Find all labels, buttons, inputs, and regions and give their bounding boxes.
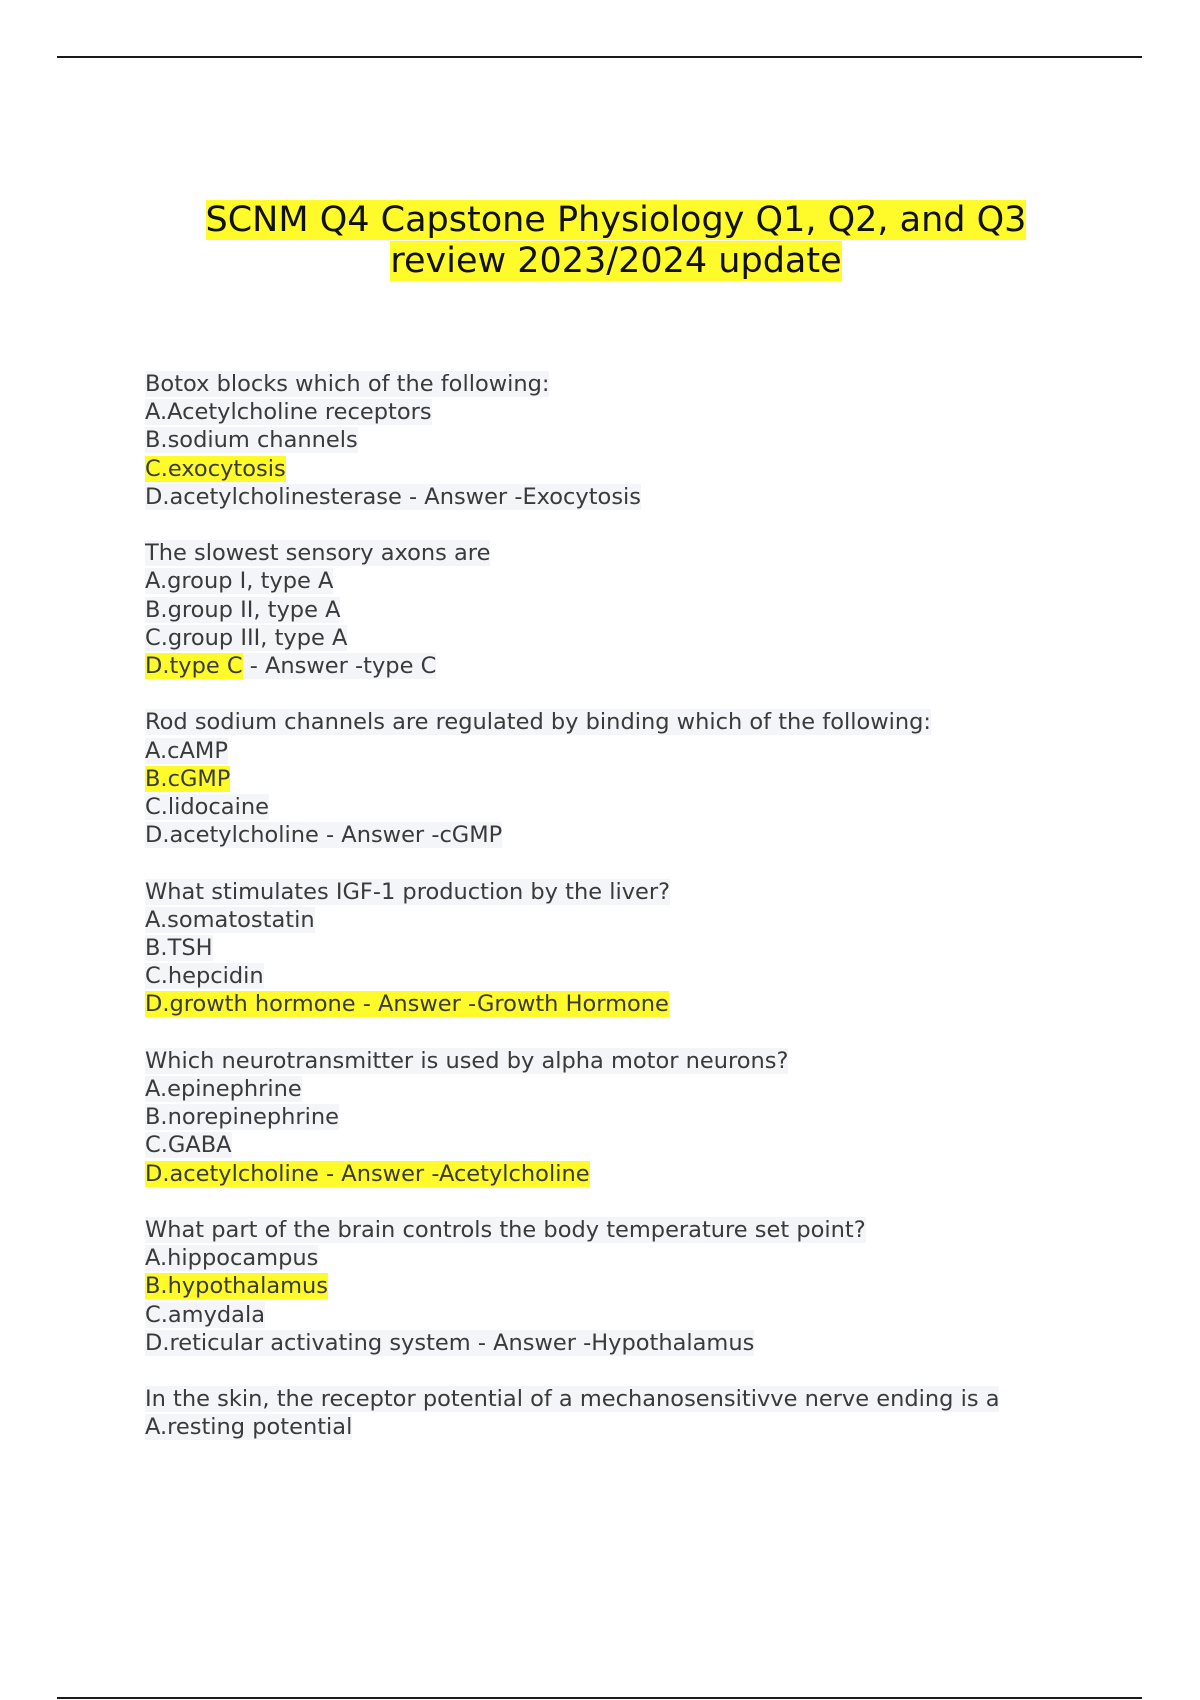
option-a: A.hippocampus [145,1245,319,1272]
title-line-2: review 2023/2024 update [390,241,842,281]
option-a: A.resting potential [145,1414,353,1441]
option-d-highlighted: D.type C [145,653,243,680]
title-line-1: SCNM Q4 Capstone Physiology Q1, Q2, and Q3 [205,200,1027,240]
option-c: C.lidocaine [145,794,269,821]
option-b: B.norepinephrine [145,1104,339,1131]
question-3 [145,708,1085,849]
question-7 [145,1385,1085,1441]
question-prompt: Which neurotransmitter is used by alpha motor neurons? [145,1047,789,1074]
question-list [145,370,1085,1470]
answer-text-highlighted: - Answer -Acetylcholine [318,1160,590,1187]
option-c-highlighted: C.exocytosis [145,455,286,482]
question-prompt: What part of the brain controls the body temperature set point? [145,1217,866,1244]
document-title [0,200,1200,282]
question-5 [145,1047,1085,1188]
question-prompt: The slowest sensory axons are [145,540,491,567]
option-c: C.amydala [145,1301,265,1328]
option-c: C.GABA [145,1132,232,1159]
option-a: A.cAMP [145,737,228,764]
question-prompt: Rod sodium channels are regulated by binding which of the following: [145,709,932,736]
option-d: D.acetylcholine [145,822,319,849]
option-c: C.hepcidin [145,963,264,990]
option-d-highlighted: D.growth hormone [145,991,356,1018]
option-a: A.epinephrine [145,1076,302,1103]
option-b-highlighted: B.hypothalamus [145,1273,329,1300]
question-prompt: What stimulates IGF-1 production by the liver? [145,878,671,905]
answer-text-highlighted: - Answer -Growth Hormone [355,991,669,1018]
answer-text: - Answer -type C [242,653,437,680]
option-b: B.sodium channels [145,427,358,454]
option-c: C.group III, type A [145,624,348,651]
question-4 [145,878,1085,1019]
bottom-rule [57,1697,1142,1699]
answer-text: - Answer -Hypothalamus [470,1329,755,1356]
answer-text: - Answer -Exocytosis [401,483,642,510]
question-2 [145,539,1085,680]
top-rule [57,56,1142,58]
answer-text: - Answer -cGMP [318,822,503,849]
question-6 [145,1216,1085,1357]
question-1 [145,370,1085,511]
option-d: D.reticular activating system [145,1329,471,1356]
option-d-highlighted: D.acetylcholine [145,1160,319,1187]
option-a: A.Acetylcholine receptors [145,399,432,426]
question-prompt: Botox blocks which of the following: [145,371,550,397]
option-b-highlighted: B.cGMP [145,765,231,792]
option-a: A.somatostatin [145,906,315,933]
option-b: B.TSH [145,935,213,962]
option-a: A.group I, type A [145,568,334,595]
option-b: B.group II, type A [145,596,341,623]
question-prompt: In the skin, the receptor potential of a mechanosensitivve nerve ending is a [145,1386,1000,1413]
option-d: D.acetylcholinesterase [145,483,402,510]
